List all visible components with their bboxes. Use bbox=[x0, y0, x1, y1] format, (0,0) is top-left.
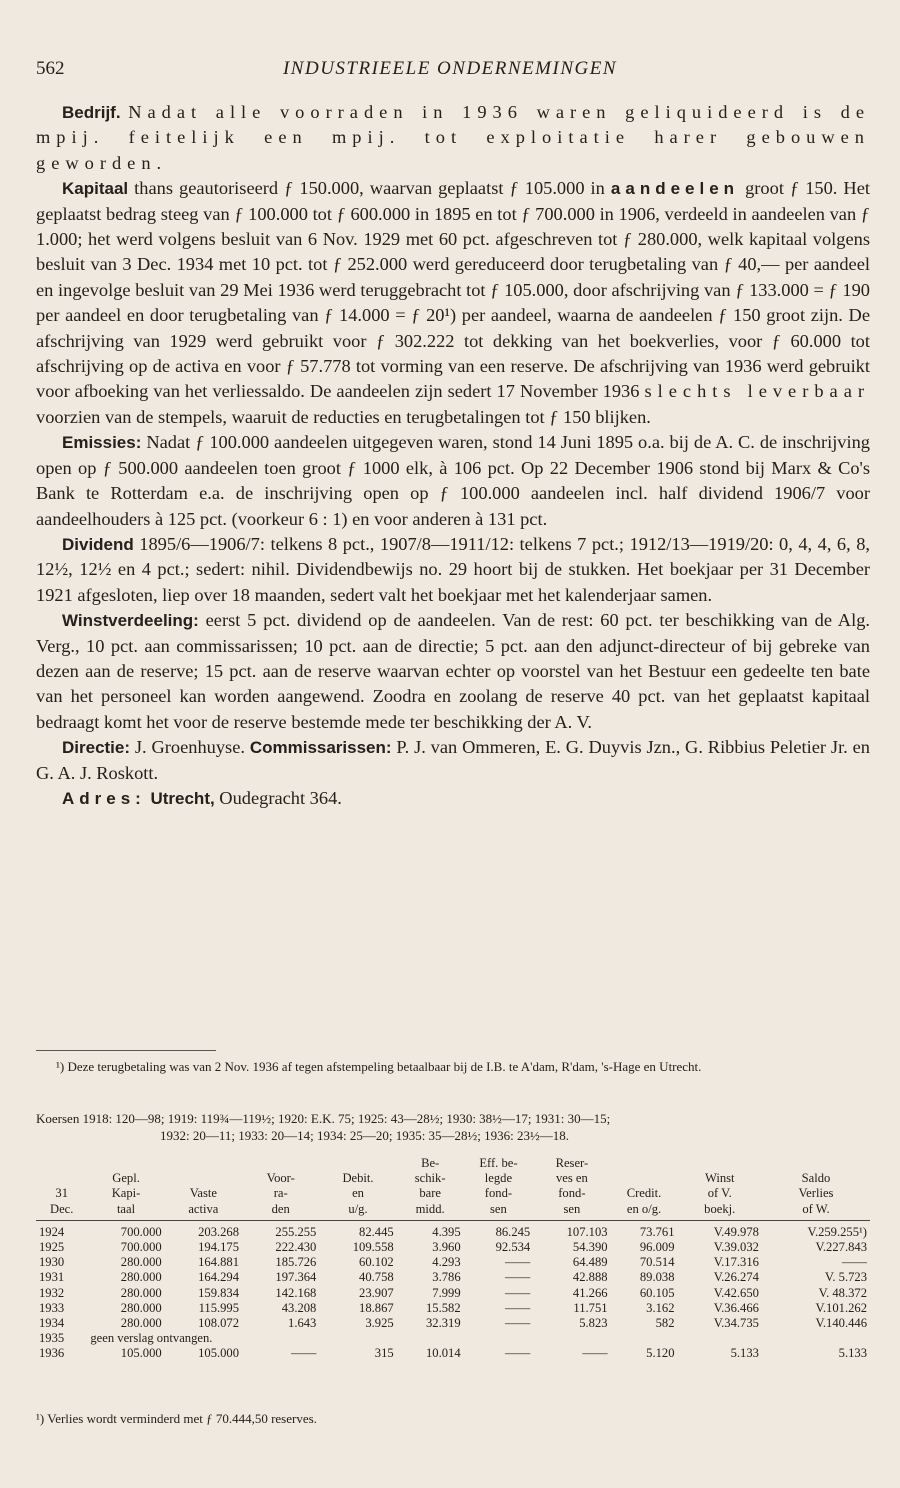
bedrijf-text: Nadat alle voorraden in 1936 waren geliquideerd is de mpij. feitelijk een mpij. tot exploitatie harer gebouwen geworden. bbox=[36, 102, 870, 173]
table-cell: V. 48.372 bbox=[818, 1285, 867, 1300]
table-cell: 5.823 bbox=[579, 1316, 608, 1331]
table-body bbox=[36, 1220, 870, 1361]
column-header-line: legde bbox=[484, 1171, 513, 1186]
table-cell: 40.758 bbox=[359, 1270, 394, 1285]
column-header-line: Saldo bbox=[801, 1171, 831, 1186]
column-header-line: of V. bbox=[707, 1186, 732, 1201]
koersen-line-1: Koersen 1918: 120—98; 1919: 119¾—119½; 1920: E.K. 75; 1925: 43—28½; 1930: 38½—17; 1931: 30—15; bbox=[36, 1111, 611, 1126]
column-header bbox=[762, 1156, 870, 1220]
section-adres bbox=[36, 786, 870, 811]
column-header-line: Be- bbox=[421, 1156, 440, 1170]
table-cell: 109.558 bbox=[352, 1240, 394, 1255]
column-header-line: Kapi- bbox=[111, 1186, 141, 1201]
table-row bbox=[36, 1346, 870, 1361]
table-cell: V.42.650 bbox=[713, 1285, 759, 1300]
financial-table bbox=[36, 1156, 870, 1362]
directie-label: Directie: bbox=[62, 738, 131, 758]
table-cell: 86.245 bbox=[495, 1224, 531, 1239]
bedrijf-label: Bedrijf. bbox=[62, 103, 121, 122]
table-cell: 280.000 bbox=[120, 1300, 162, 1315]
table-row bbox=[36, 1301, 870, 1316]
running-title: INDUSTRIEELE ONDERNEMINGEN bbox=[282, 58, 617, 79]
column-header-line: en o/g. bbox=[626, 1201, 662, 1216]
table-cell: 11.751 bbox=[573, 1300, 608, 1315]
directie-text: J. Groenhuyse. bbox=[130, 737, 250, 758]
table-cell: 315 bbox=[374, 1346, 394, 1361]
column-header-line: fond- bbox=[484, 1186, 513, 1201]
table-cell: V.227.843 bbox=[815, 1240, 867, 1255]
footnote-2: ¹) Verlies wordt verminderd met ƒ 70.444,50 reserves. bbox=[36, 1411, 317, 1426]
table-cell: 194.175 bbox=[198, 1240, 240, 1255]
table-cell: 5.120 bbox=[646, 1346, 675, 1361]
table-cell: 43.208 bbox=[281, 1300, 317, 1315]
table-cell: V.140.446 bbox=[815, 1316, 867, 1331]
table-cell: 203.268 bbox=[198, 1224, 240, 1239]
table-cell: 23.907 bbox=[359, 1285, 394, 1300]
table-cell: 3.786 bbox=[432, 1270, 461, 1285]
kapitaal-text-3: voorzien van de stempels, waaruit de reducties en terugbetalingen tot ƒ 150 blijken. bbox=[36, 406, 651, 427]
table-cell: V.34.735 bbox=[713, 1316, 759, 1331]
table-cell: V. 5.723 bbox=[824, 1270, 867, 1285]
table-cell: V.259.255¹) bbox=[807, 1224, 867, 1239]
table-cell: —— bbox=[505, 1300, 531, 1315]
table-cell: 280.000 bbox=[120, 1285, 162, 1300]
table-cell: 5.133 bbox=[730, 1346, 759, 1361]
table-cell: 1931 bbox=[39, 1270, 65, 1285]
emissies-label: Emissies: bbox=[62, 433, 142, 453]
table-cell: 3.162 bbox=[646, 1300, 675, 1315]
table-cell: 105.000 bbox=[120, 1346, 162, 1361]
column-header-line: Gepl. bbox=[112, 1171, 140, 1186]
column-header bbox=[36, 1156, 87, 1220]
page-number: 562 bbox=[36, 58, 65, 79]
table-cell: 1932 bbox=[39, 1285, 65, 1300]
column-header-line: midd. bbox=[415, 1201, 445, 1216]
column-header bbox=[533, 1156, 610, 1220]
table-cell: 3.960 bbox=[432, 1240, 461, 1255]
table-cell: 1930 bbox=[39, 1255, 65, 1270]
column-header-line: boekj. bbox=[704, 1201, 736, 1216]
table-row bbox=[36, 1240, 870, 1255]
column-header bbox=[397, 1156, 464, 1220]
column-header-line: sen bbox=[563, 1201, 581, 1216]
table-cell: 159.834 bbox=[198, 1285, 240, 1300]
table-cell: V.26.274 bbox=[713, 1270, 759, 1285]
table-cell: 82.445 bbox=[359, 1224, 394, 1239]
table-cell: —— bbox=[505, 1255, 531, 1270]
table-cell: 197.364 bbox=[275, 1270, 317, 1285]
winstverdeeling-text: eerst 5 pct. dividend op de aandeelen. Van de rest: 60 pct. ter beschikking van de Alg. Verg., 10 pct. aan commissarissen; 10 pct. aan de directie; 5 pct. aan den adjunct-directeur of bij gebreke van dezen aan de reserve; 15 pct. aan de reserve waarvan echter op voorstel van het Bestuur een gedeelte ten bate van het personeel kan worden aangewend. Zoodra en zoolang de reserve 40 pct. van het geplaatst kapitaal bedraagt komt het voor de reserve bestemde mede ter beschikking der A. V. bbox=[36, 610, 870, 732]
column-header-line: u/g. bbox=[348, 1201, 368, 1216]
column-header-line: taal bbox=[116, 1201, 136, 1216]
column-header bbox=[611, 1156, 678, 1220]
table-cell: 64.489 bbox=[572, 1255, 608, 1270]
table-cell: 142.168 bbox=[275, 1285, 317, 1300]
table-cell: 54.390 bbox=[572, 1240, 608, 1255]
column-header-line: ves en bbox=[555, 1171, 588, 1186]
table-cell: 1924 bbox=[39, 1224, 65, 1239]
adres-label: Adres: bbox=[62, 788, 146, 808]
column-header-line: Winst bbox=[704, 1171, 735, 1186]
column-header-line: den bbox=[271, 1201, 290, 1216]
table-cell: 700.000 bbox=[120, 1240, 162, 1255]
table-cell: 96.009 bbox=[639, 1240, 675, 1255]
table-cell: 4.395 bbox=[432, 1224, 461, 1239]
table-cell: 1936 bbox=[39, 1346, 65, 1361]
table-cell: 7.999 bbox=[432, 1285, 461, 1300]
column-header-line: schik- bbox=[414, 1171, 446, 1186]
table-cell: —— bbox=[505, 1316, 531, 1331]
table-cell: V.17.316 bbox=[713, 1255, 759, 1270]
column-header-line: en bbox=[352, 1186, 364, 1201]
footnote-rule bbox=[36, 1050, 216, 1051]
koersen-line-2: 1932: 20—11; 1933: 20—14; 1934: 25—20; 1935: 35—28½; 1936: 23½—18. bbox=[160, 1128, 570, 1143]
table-cell: 164.881 bbox=[198, 1255, 240, 1270]
column-header bbox=[678, 1156, 762, 1220]
table-cell: 280.000 bbox=[120, 1270, 162, 1285]
table-cell: 60.102 bbox=[359, 1255, 394, 1270]
column-header bbox=[464, 1156, 534, 1220]
section-emissies bbox=[36, 430, 870, 532]
table-cell: 3.925 bbox=[365, 1316, 394, 1331]
column-header-line: sen bbox=[490, 1201, 507, 1216]
table-row bbox=[36, 1270, 870, 1285]
section-winstverdeeling bbox=[36, 608, 870, 735]
table-cell: —— bbox=[505, 1285, 531, 1300]
column-header-line: Debit. bbox=[342, 1171, 374, 1186]
company-entry bbox=[36, 100, 870, 811]
column-header-line: of W. bbox=[802, 1201, 830, 1216]
column-header bbox=[165, 1156, 242, 1220]
adres-text: Oudegracht 364. bbox=[214, 787, 342, 808]
table-cell: V.49.978 bbox=[713, 1224, 759, 1239]
column-header-line: Eff. be- bbox=[479, 1156, 518, 1170]
table-cell: 92.534 bbox=[495, 1240, 531, 1255]
table-cell: 222.430 bbox=[275, 1240, 317, 1255]
kapitaal-emph-aandeelen: aandeelen bbox=[610, 179, 740, 199]
table-cell: 60.105 bbox=[639, 1285, 675, 1300]
emissies-text: Nadat ƒ 100.000 aandeelen uitgegeven waren, stond 14 Juni 1895 o.a. bij de A. C. de inschrijving open op ƒ 500.000 aandeelen toen groot ƒ 1000 elk, à 106 pct. Op 22 December 1906 stond bij Marx & Co's Bank te Rotterdam e.a. de inschrijving open op ƒ 100.000 aandeelen incl. half dividend 1906/7 voor aandeelhouders à 125 pct. (voorkeur 6 : 1) en voor anderen à 131 pct. bbox=[36, 432, 870, 529]
table-cell: 18.867 bbox=[359, 1300, 394, 1315]
table-cell: V.36.466 bbox=[713, 1300, 759, 1315]
table-cell: 107.103 bbox=[566, 1224, 608, 1239]
table-cell: —— bbox=[505, 1270, 531, 1285]
table-cell: 1.643 bbox=[288, 1316, 317, 1331]
table-cell: 105.000 bbox=[198, 1346, 240, 1361]
table-cell: 1935 bbox=[39, 1331, 65, 1346]
table-cell: —— bbox=[291, 1346, 317, 1361]
column-header-line: bare bbox=[419, 1186, 441, 1201]
column-header-line: ra- bbox=[273, 1186, 288, 1201]
table-cell: 10.014 bbox=[426, 1346, 461, 1361]
table-cell: 73.761 bbox=[639, 1224, 675, 1239]
column-header-line: fond- bbox=[558, 1186, 586, 1201]
column-header-line: Reser- bbox=[555, 1156, 589, 1170]
table-row bbox=[36, 1331, 870, 1346]
winstverdeeling-label: Winstverdeeling: bbox=[62, 611, 199, 631]
commissarissen-label: Commissarissen: bbox=[249, 738, 392, 758]
table-cell: —— bbox=[841, 1255, 867, 1270]
commissarissen-text: P. J. van Ommeren, E. G. Duyvis Jzn., G. Ribbius Peletier Jr. en G. A. J. Roskott. bbox=[36, 737, 870, 783]
table-cell: 700.000 bbox=[120, 1224, 162, 1239]
column-header bbox=[87, 1156, 164, 1220]
kapitaal-label: Kapitaal bbox=[62, 179, 129, 199]
table-cell: V.39.032 bbox=[713, 1240, 759, 1255]
dividend-text: 1895/6—1906/7: telkens 8 pct., 1907/8—1911/12: telkens 7 pct.; 1912/13—1919/20: 0, 4, 4, 6, 8, 12½, 12½ en 4 pct.; sedert: nihil. Dividendbewijs no. 29 hoort bij de stukken. Het boekjaar per 31 December 1921 afgesloten, liep over 18 maanden, sedert valt het boekjaar met het kalenderjaar samen. bbox=[36, 533, 870, 605]
kapitaal-emph-leverbaar: slechts leverbaar bbox=[644, 381, 870, 402]
table-cell: 582 bbox=[655, 1316, 675, 1331]
table-cell: 5.133 bbox=[838, 1346, 867, 1361]
table-cell: 1933 bbox=[39, 1300, 65, 1315]
table-cell: —— bbox=[505, 1346, 531, 1361]
table-cell: V.101.262 bbox=[815, 1300, 867, 1315]
table-cell: 32.319 bbox=[426, 1316, 461, 1331]
section-kapitaal bbox=[36, 176, 870, 430]
dividend-label: Dividend bbox=[62, 534, 134, 554]
table-cell: 185.726 bbox=[275, 1255, 317, 1270]
section-directie bbox=[36, 735, 870, 786]
table-cell: 255.255 bbox=[275, 1224, 317, 1239]
table-cell-note: geen verslag ontvangen. bbox=[90, 1331, 213, 1346]
column-header bbox=[319, 1156, 396, 1220]
table-row bbox=[36, 1286, 870, 1301]
table-row bbox=[36, 1316, 870, 1331]
table-cell: 89.038 bbox=[639, 1270, 675, 1285]
column-header-line: Dec. bbox=[49, 1201, 74, 1216]
table-cell: 115.995 bbox=[198, 1300, 240, 1315]
column-header-line: Credit. bbox=[626, 1186, 662, 1201]
column-header-line: activa bbox=[188, 1201, 219, 1216]
table-cell: —— bbox=[582, 1346, 608, 1361]
table-row bbox=[36, 1255, 870, 1270]
table-cell: 4.293 bbox=[432, 1255, 461, 1270]
column-header-line: 31 bbox=[55, 1186, 68, 1201]
koersen bbox=[36, 1110, 870, 1144]
table-row bbox=[36, 1220, 870, 1240]
table-cell: 70.514 bbox=[639, 1255, 675, 1270]
table-cell: 164.294 bbox=[198, 1270, 240, 1285]
kapitaal-text-2: groot ƒ 150. Het geplaatst bedrag steeg van ƒ 100.000 tot ƒ 600.000 in 1895 en tot ƒ 700.000 in 1906, verdeeld in aandeelen van ƒ 1.000; het werd volgens besluit van 6 Nov. 1929 met 60 pct. afgeschreven tot ƒ 280.000, welk kapitaal volgens besluit van 3 Dec. 1934 met 10 pct. tot ƒ 252.000 werd gereduceerd door terugbetaling van ƒ 40,— per aandeel en ingevolge besluit van 29 Mei 1936 werd teruggebracht tot ƒ 105.000, door afschrijving van ƒ 133.000 = ƒ 190 per aandeel en door terugbetaling van ƒ 14.000 = ƒ 20¹) per aandeel, waarna de aandeelen ƒ 150 groot zijn. De afschrijving van 1929 werd gebruikt voor ƒ 302.222 tot dekking van het boekverlies, voor ƒ 60.000 tot afschrijving op de activa en voor ƒ 57.778 tot vorming van een reserve. De afschrijving van 1936 werd gebruikt voor afboeking van het verliessaldo. De aandeelen zijn sedert 17 November 1936 bbox=[36, 178, 870, 402]
table-cell: 42.888 bbox=[572, 1270, 608, 1285]
column-header-line: Verlies bbox=[798, 1186, 834, 1201]
table-cell: 15.582 bbox=[426, 1300, 461, 1315]
table-cell: 1934 bbox=[39, 1316, 65, 1331]
section-dividend bbox=[36, 532, 870, 608]
kapitaal-text-1: thans geautoriseerd ƒ 150.000, waarvan geplaatst ƒ 105.000 in bbox=[128, 178, 611, 199]
table-cell: 41.266 bbox=[572, 1285, 608, 1300]
adres-city: Utrecht, bbox=[150, 788, 215, 808]
table-cell: 280.000 bbox=[120, 1255, 162, 1270]
footnote-1: ¹) Deze terugbetaling was van 2 Nov. 1936 af tegen afstempeling betaalbaar bij de I.B. te A'dam, R'dam, 's-Hage en Utrecht. bbox=[56, 1059, 702, 1074]
table-cell: 1925 bbox=[39, 1240, 65, 1255]
column-header-line: Vaste bbox=[189, 1186, 217, 1201]
column-header bbox=[242, 1156, 319, 1220]
page-header bbox=[36, 58, 864, 88]
table-cell: 108.072 bbox=[198, 1316, 240, 1331]
table-header-row bbox=[36, 1156, 870, 1220]
column-header-line: Voor- bbox=[266, 1171, 295, 1186]
table-cell: 280.000 bbox=[120, 1316, 162, 1331]
section-bedrijf bbox=[36, 100, 870, 176]
